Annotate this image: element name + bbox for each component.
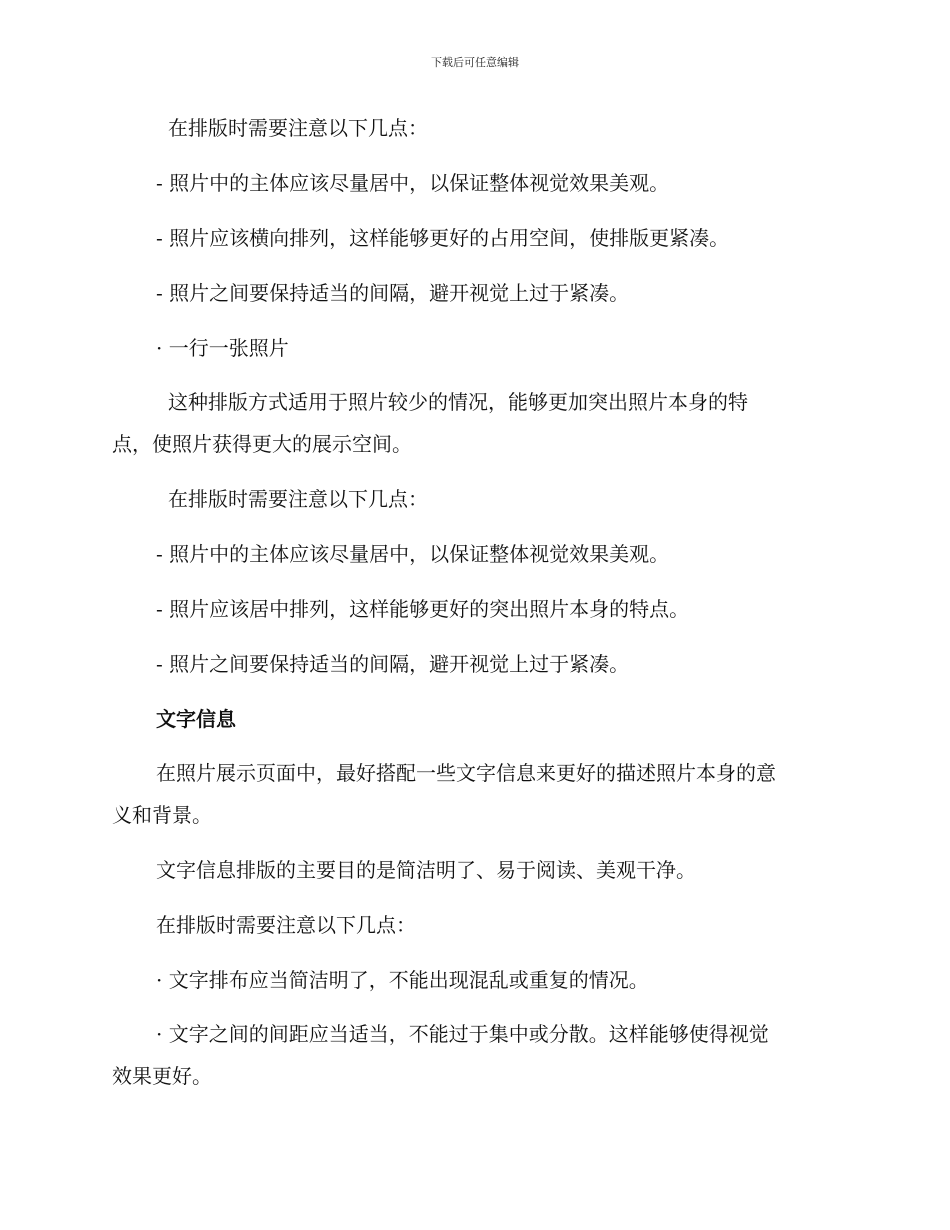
paragraph-line: 效果更好。 (112, 1064, 212, 1088)
list-item: - 照片应该居中排列，这样能够更好的突出照片本身的特点。 (156, 597, 690, 621)
list-item: - 照片应该横向排列，这样能够更好的占用空间，使排版更紧凑。 (156, 226, 730, 250)
list-item: - 照片中的主体应该尽量居中，以保证整体视觉效果美观。 (156, 171, 670, 195)
page-header: 下载后可任意编辑 (431, 56, 519, 69)
paragraph-line: 文字信息排版的主要目的是简洁明了、易于阅读、美观干净。 (156, 858, 696, 882)
list-item: · 文字排布应当简洁明了，不能出现混乱或重复的情况。 (156, 968, 649, 992)
list-item: · 一行一张照片 (156, 336, 289, 360)
paragraph-line: 点，使照片获得更大的展示空间。 (112, 432, 412, 456)
paragraph-line: 这种排版方式适用于照片较少的情况，能够更加突出照片本身的特 (168, 390, 748, 414)
paragraph-line: 在排版时需要注意以下几点： (168, 116, 428, 140)
list-item: · 文字之间的间距应当适当，不能过于集中或分散。这样能够使得视觉 (156, 1022, 769, 1046)
list-item: - 照片中的主体应该尽量居中，以保证整体视觉效果美观。 (156, 542, 670, 566)
paragraph-line: 在排版时需要注意以下几点： (168, 487, 428, 511)
list-item: - 照片之间要保持适当的间隔，避开视觉上过于紧凑。 (156, 652, 630, 676)
paragraph-line: 义和背景。 (112, 803, 212, 827)
paragraph-line: 在照片展示页面中，最好搭配一些文字信息来更好的描述照片本身的意 (156, 761, 776, 785)
paragraph-line: 在排版时需要注意以下几点： (156, 913, 416, 937)
list-item: - 照片之间要保持适当的间隔，避开视觉上过于紧凑。 (156, 281, 630, 305)
section-heading: 文字信息 (156, 707, 236, 731)
